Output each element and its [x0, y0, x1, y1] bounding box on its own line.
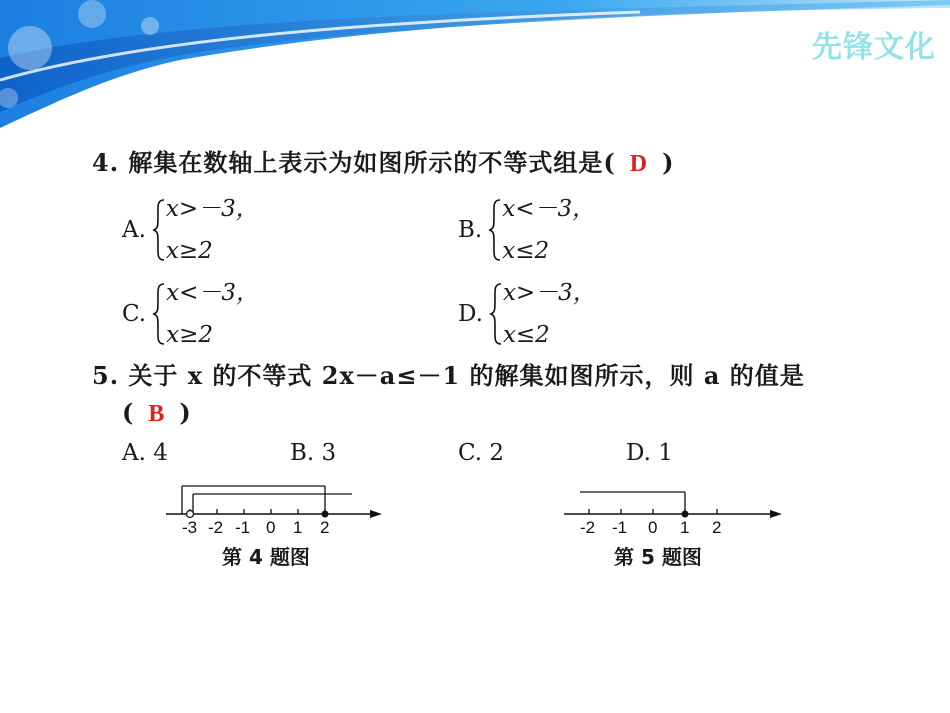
option-label: C.	[122, 301, 147, 327]
option-label: B.	[458, 217, 483, 243]
tick-label: 2	[712, 518, 722, 537]
question-4-answer: D	[629, 151, 649, 177]
q4-option-d	[458, 272, 596, 356]
q5-option-b: B. 3	[290, 440, 337, 466]
tick-label: 1	[680, 518, 690, 537]
inequality-line-1: x<－3，	[502, 196, 596, 222]
tick-label: -3	[182, 518, 198, 537]
option-label: D.	[458, 301, 483, 327]
brace-icon	[489, 282, 503, 346]
question-5-open: (	[122, 398, 135, 427]
q4-option-a	[122, 188, 259, 272]
q4-option-b	[458, 188, 595, 272]
inequality-line-2: x≤2	[502, 238, 550, 264]
inequality-line-2: x≥2	[166, 322, 213, 348]
tick-label: -1	[612, 518, 628, 537]
figure-5-number-line	[560, 478, 800, 548]
inequality-system	[503, 272, 596, 356]
q5-option-c: C. 2	[458, 440, 505, 466]
option-label: A.	[122, 217, 146, 243]
figure-4-caption: 第 4 题图	[222, 545, 310, 569]
brace-icon	[152, 198, 166, 262]
tick-label: 1	[293, 518, 303, 537]
inequality-line-1: x<－3，	[166, 280, 259, 306]
tick-label: -1	[235, 518, 251, 537]
open-endpoint	[187, 511, 194, 518]
inequality-system	[502, 188, 595, 272]
tick-label: -2	[580, 518, 596, 537]
question-4-text: 4. 解集在数轴上表示为如图所示的不等式组是(	[92, 148, 616, 177]
axis-arrow-icon	[370, 510, 382, 518]
question-5-answer: B	[148, 401, 166, 427]
tick-label: -2	[208, 518, 224, 537]
question-4-close: )	[662, 148, 675, 177]
tick-label: 0	[266, 518, 276, 537]
question-5-close: )	[179, 398, 192, 427]
brand-logo: 先锋文化	[812, 30, 936, 65]
q5-option-d: D. 1	[626, 440, 673, 466]
figure-4-number-line	[160, 478, 400, 548]
closed-endpoint	[682, 511, 689, 518]
brace-icon	[152, 282, 166, 346]
inequality-system	[166, 272, 259, 356]
inequality-line-1: x>－3，	[502, 280, 596, 306]
inequality-line-2: x≥2	[165, 238, 213, 264]
inequality-line-1: x>－3，	[165, 196, 259, 222]
q5-option-a: A. 4	[122, 440, 168, 466]
q4-option-c	[122, 272, 259, 356]
figure-5-caption: 第 5 题图	[614, 545, 702, 569]
tick-label: 0	[648, 518, 658, 537]
question-4-stem	[92, 143, 674, 178]
header-banner	[0, 0, 950, 140]
tick-label: 2	[320, 518, 330, 537]
brace-icon	[488, 198, 502, 262]
inequality-line-2: x≤2	[502, 322, 550, 348]
axis-arrow-icon	[770, 510, 782, 518]
closed-endpoint	[322, 511, 329, 518]
question-5-stem: 5. 关于 x 的不等式 2x－a≤－1 的解集如图所示，则 a 的值是	[92, 361, 805, 390]
inequality-system	[166, 188, 259, 272]
question-5-answer-line	[122, 398, 192, 428]
